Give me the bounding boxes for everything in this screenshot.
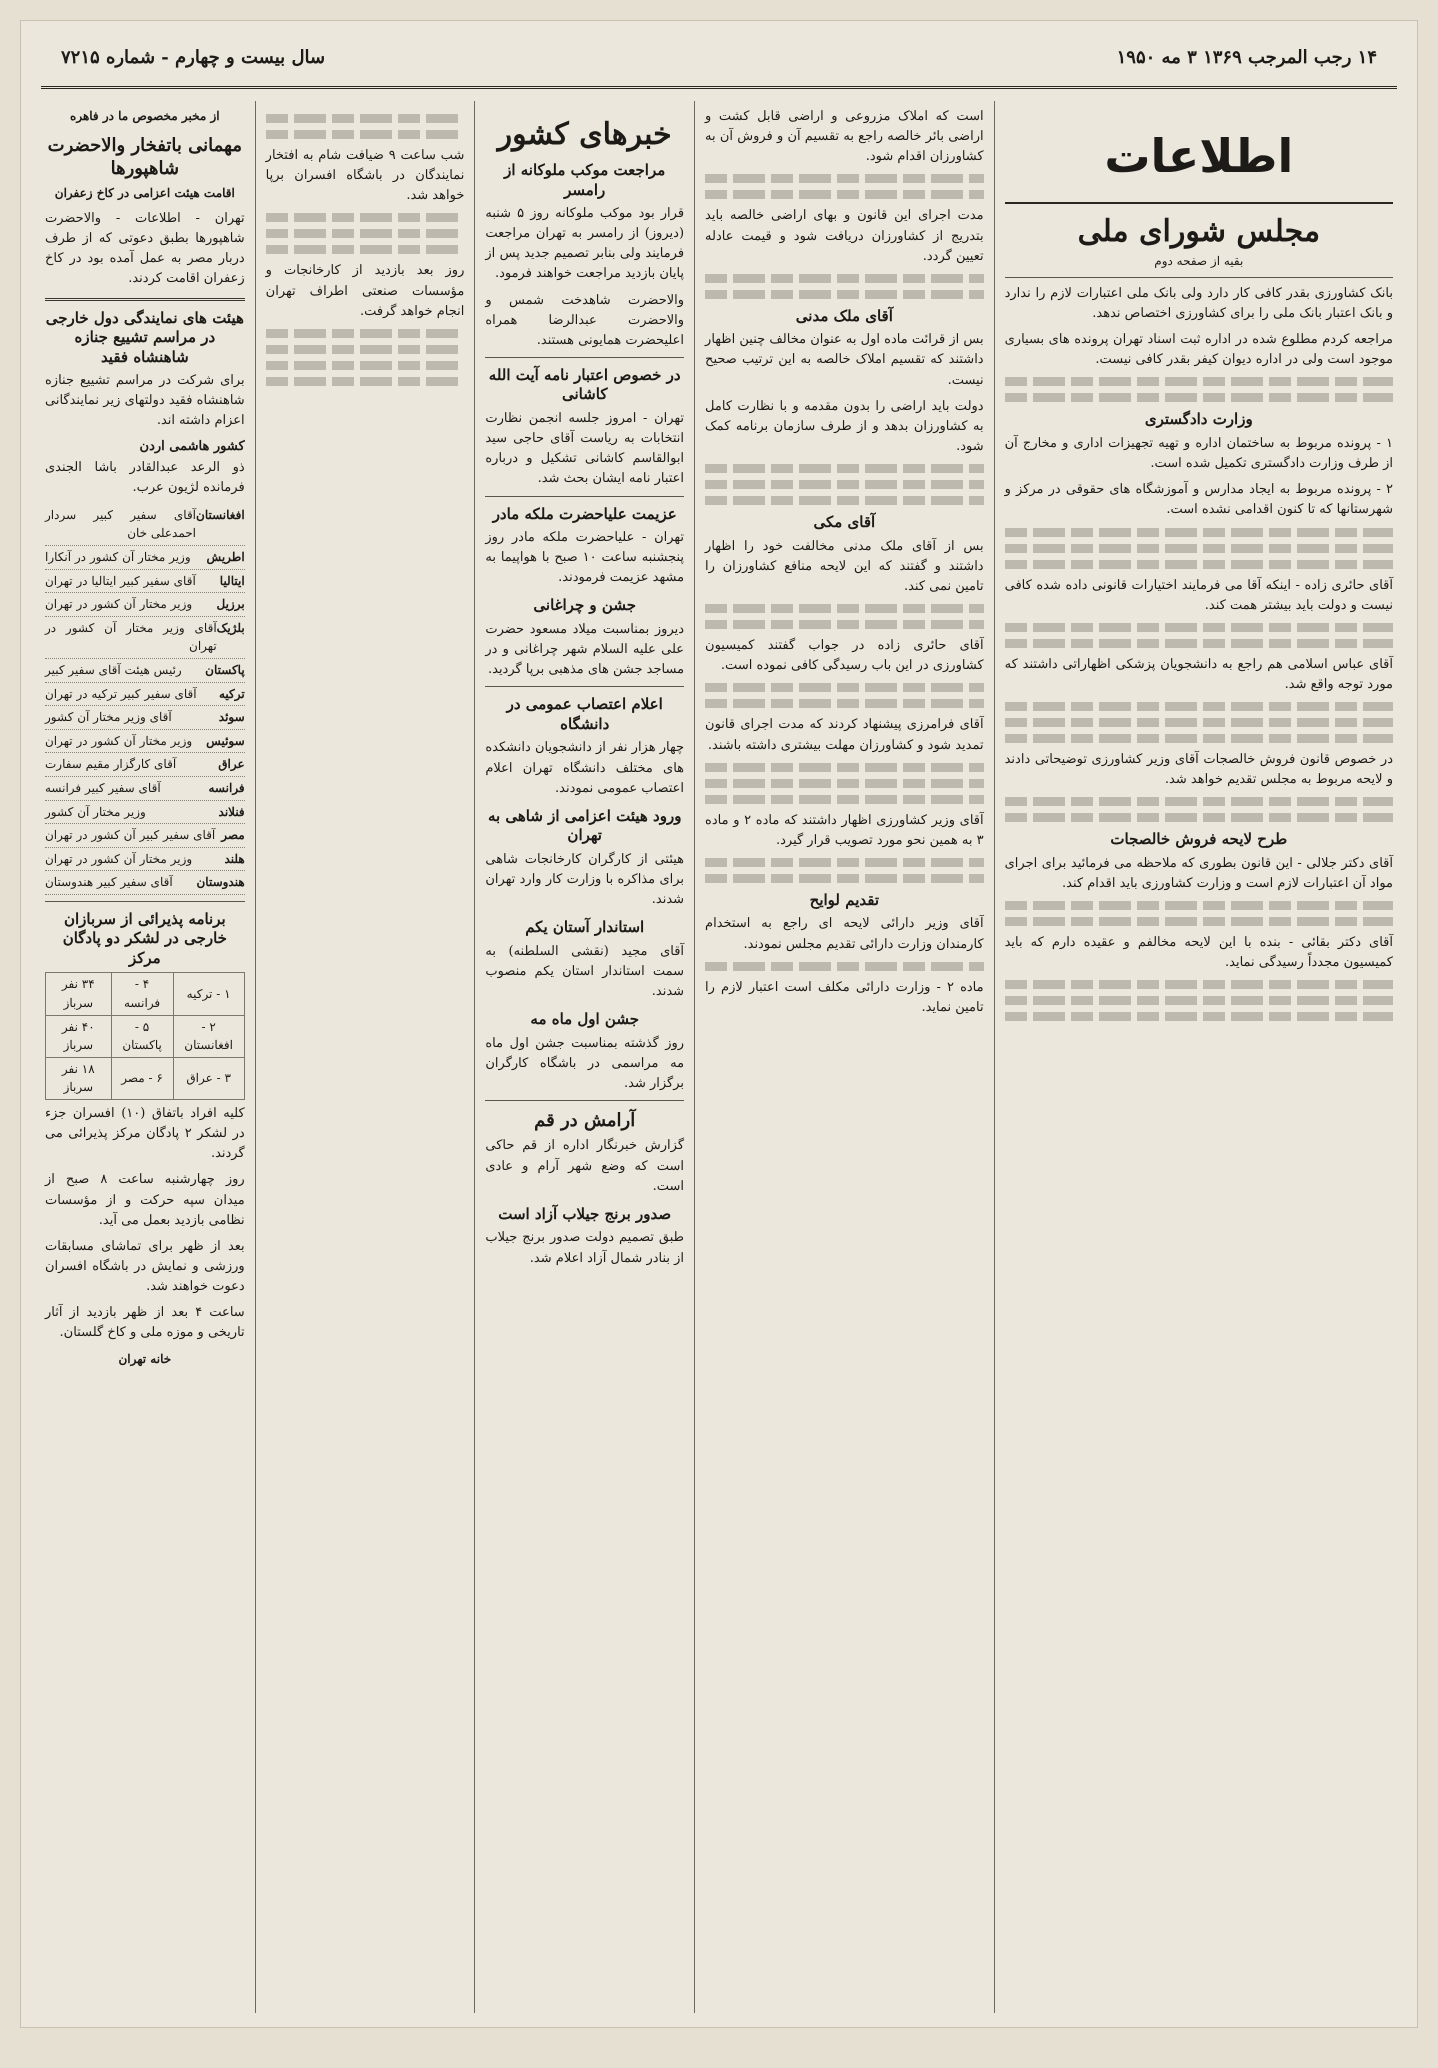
text-line bbox=[705, 683, 984, 692]
paragraph: است که املاک مزروعی و اراضی قابل کشت و اراضی بائر خالصه راجع به تقسیم آن و فروش آن به کشاورزان اقدام شود. bbox=[705, 109, 984, 165]
text-line bbox=[1005, 718, 1393, 727]
paragraph: مدت اجرای این قانون و بهای اراضی خالصه باید بتدریج از کشاورزان دریافت شود و قیمت عادله تعیین گردد. bbox=[705, 208, 984, 264]
paragraph: روز گذشته بمناسبت جشن اول ماه مه مراسمی در باشگاه کارگران برگزار شد. bbox=[485, 1035, 685, 1091]
text-line bbox=[1005, 639, 1393, 648]
divider bbox=[45, 298, 245, 301]
paragraph: تهران - اطلاعات - والاحضرت شاهپورها بطبق دعوتی که از طرف دربار مصر به عمل آمده بود در کاخ زعفران اقامت کردند. bbox=[44, 210, 245, 287]
country-news-title: خبرهای کشور bbox=[497, 117, 672, 152]
list-item: برزیل وزیر مختار آن کشور در تهران bbox=[45, 593, 245, 617]
paragraph: آقای وزیر کشاورزی اظهار داشتند که ماده ۲ و ماده ۳ به همین نحو مورد تصویب قرار گیرد. bbox=[705, 812, 984, 848]
text-line bbox=[1005, 623, 1393, 632]
paragraph: والاحضرت شاهدخت شمس و والاحضرت عبدالرضا همراه اعلیحضرت همایونی هستند. bbox=[485, 292, 685, 348]
text-line bbox=[705, 795, 984, 804]
text-line bbox=[705, 464, 984, 473]
parliament-subtitle: بقیه از صفحه دوم bbox=[1154, 254, 1244, 269]
text-line bbox=[1005, 813, 1393, 822]
text-line bbox=[705, 763, 984, 772]
paragraph: ۱ - پرونده مربوط به ساختمان اداره و تهیه تجهیزات اداری و مخارج آن از طرف وزارت دادگستری تکمیل شده است. bbox=[1004, 435, 1393, 472]
list-item: فنلاند وزیر مختار آن کشور bbox=[45, 801, 245, 825]
paragraph: مراجعه کردم مطلوع شده در اداره ثبت اسناد تهران پرونده های بسیاری موجود است ولی در اداره دیوان کیفر بقدر کافی نیست. bbox=[1004, 332, 1393, 368]
text-line bbox=[705, 274, 984, 283]
paragraph: طبق تصمیم دولت صدور برنج جیلاب از بنادر شمال آزاد اعلام شد. bbox=[485, 1230, 685, 1266]
divider bbox=[485, 357, 684, 358]
paragraph: ساعت ۴ بعد از ظهر بازدید از آثار تاریخی و موزه ملی و کاخ گلستان. bbox=[44, 1305, 245, 1341]
masthead-logo: اطلاعات bbox=[1005, 107, 1393, 204]
soldiers-table bbox=[45, 972, 245, 1100]
paragraph: تهران - امروز جلسه انجمن نظارت انتخابات به ریاست آقای حاجی سید ابوالقاسم کاشانی تشکیل و درباره اعتبار نامه ایشان بحث شد. bbox=[485, 410, 685, 487]
list-item: اطریش وزیر مختار آن کشور در آنکارا bbox=[45, 546, 245, 570]
text-line bbox=[266, 329, 465, 338]
section-heading: اعلام اعتصاب عمومی در دانشگاه bbox=[506, 695, 663, 733]
divider bbox=[1005, 277, 1393, 278]
paragraph: آقای عباس اسلامی هم راجع به دانشجویان پزشکی اظهاراتی داشتند که مورد توجه واقع شد. bbox=[1004, 656, 1393, 692]
text-line bbox=[705, 858, 984, 867]
paragraph: چهار هزار نفر از دانشجویان دانشکده های مختلف دانشگاه تهران اعلام اعتصاب عمومی نمودند. bbox=[485, 740, 685, 796]
section-heading: جشن اول ماه مه bbox=[530, 1010, 639, 1029]
section-heading: هیئت های نمایندگی دول خارجی در مراسم تشییع جنازه شاهنشاه فقید bbox=[45, 308, 244, 366]
paragraph: شب ساعت ۹ ضیافت شام به افتخار نمایندگان در باشگاه افسران برپا خواهد شد. bbox=[265, 148, 465, 204]
paragraph: آقای حائری زاده در جواب گفتند کمیسیون کشاورزی در این باب رسیدگی کافی نموده است. bbox=[705, 638, 984, 674]
section-heading: عزیمت علیاحضرت ملکه مادر bbox=[492, 504, 677, 523]
text-line bbox=[266, 345, 465, 354]
section-heading: صدور برنج جیلاب آزاد است bbox=[498, 1204, 672, 1223]
text-line bbox=[1005, 560, 1393, 569]
paragraph: آقای فرامرزی پیشنهاد کردند که مدت اجرای قانون تمدید شود و کشاورزان مهلت بیشتری داشته باشند. bbox=[705, 717, 984, 753]
text-line bbox=[266, 229, 465, 238]
paragraph: آقای وزیر دارائی لایحه ای راجع به استخدام کارمندان وزارت دارائی تقدیم مجلس نمودند. bbox=[705, 916, 984, 952]
section-heading: مراجعت موکب ملوکانه از رامسر bbox=[504, 161, 666, 199]
section-heading: آقای مکی bbox=[813, 513, 876, 532]
text-line bbox=[1005, 901, 1393, 910]
column-footer: خانه تهران bbox=[118, 1351, 172, 1366]
list-item: افغانستان آقای سفیر کبیر سردار احمدعلی خان bbox=[45, 504, 245, 546]
section-heading: ورود هیئت اعزامی از شاهی به تهران bbox=[487, 806, 682, 845]
text-line bbox=[266, 361, 465, 370]
section-heading: برنامه پذیرائی از سربازان خارجی در لشکر دو پادگان مرکز bbox=[62, 909, 227, 967]
paragraph: آقای دکتر بقائی - بنده با این لایحه مخالفم و عقیده دارم که باید کمیسیون مجدداً رسیدگی نماید. bbox=[1004, 935, 1393, 971]
newspaper-page bbox=[20, 20, 1418, 2028]
list-item: پاکستان رئیس هیئت آقای سفیر کبیر bbox=[45, 659, 245, 683]
list-item: هلند وزیر مختار آن کشور در تهران bbox=[45, 848, 245, 872]
paragraph: دولت باید اراضی را بدون مقدمه و با نظارت کامل به کشاورزان بدهد و از طرف سازمان برنامه کمک شود. bbox=[705, 398, 984, 455]
text-line bbox=[1005, 528, 1393, 537]
paragraph: دیروز بمناسبت میلاد مسعود حضرت علی علیه السلام شهر چراغانی و در مساجد جشن های مذهبی برپا گردید. bbox=[485, 621, 685, 678]
list-item: بلژیک آقای وزیر مختار آن کشور در تهران bbox=[45, 617, 245, 659]
country-heading: کشور هاشمی اردن bbox=[139, 439, 245, 455]
text-line bbox=[266, 213, 465, 222]
divider bbox=[45, 901, 245, 902]
text-line bbox=[1005, 1012, 1393, 1021]
paragraph: روز چهارشنبه ساعت ۸ صبح از میدان سپه حرکت و از مؤسسات نظامی بازدید بعمل می آید. bbox=[44, 1172, 245, 1228]
section-heading: جشن و چراغانی bbox=[533, 596, 636, 615]
text-line bbox=[705, 174, 984, 183]
header-volume: سال بیست و چهارم - شماره ۷۲۱۵ bbox=[61, 46, 326, 68]
text-line bbox=[705, 962, 984, 971]
paragraph: هیئتی از کارگران کارخانجات شاهی برای مذاکره با وزارت کار وارد تهران شدند. bbox=[485, 851, 685, 908]
section-heading: در خصوص اعتبار نامه آیت الله کاشانی bbox=[488, 365, 681, 404]
text-line bbox=[1005, 393, 1393, 402]
text-line bbox=[705, 604, 984, 613]
text-line bbox=[705, 620, 984, 629]
text-line bbox=[1005, 377, 1393, 386]
column-delegations bbox=[35, 101, 255, 2013]
text-line bbox=[1005, 797, 1393, 806]
section-heading: تقدیم لوایح bbox=[809, 890, 880, 909]
paragraph: کلیه افراد باتفاق (۱۰) افسران جزء در لشکر ۲ پادگان مرکز پذیرائی می گردند. bbox=[44, 1106, 245, 1162]
text-line bbox=[1005, 702, 1393, 711]
column-debate bbox=[694, 101, 994, 2013]
section-heading: آرامش در قم bbox=[534, 1110, 636, 1132]
list-item: هندوستان آقای سفیر کبیر هندوستان bbox=[45, 871, 245, 895]
list-item: ایتالیا آقای سفیر کبیر ایتالیا در تهران bbox=[45, 570, 245, 594]
paragraph: گزارش خبرنگار اداره از قم حاکی است که وضع شهر آرام و عادی است. bbox=[485, 1138, 685, 1194]
table-row: ۲ - افغانستان ۵ - پاکستان ۴۰ نفر سرباز bbox=[45, 1015, 244, 1057]
paragraph: بس از آقای ملک مدنی مخالفت خود را اظهار داشتند و گفتند که این لایحه منافع کشاورزان را تامین نمی کند. bbox=[705, 538, 984, 594]
divider bbox=[485, 686, 684, 687]
paragraph: قرار بود موکب ملوکانه روز ۵ شنبه (دیروز) از رامسر به تهران مراجعت فرمایند ولی بنابر تصمیم جدید پس از پایان بازدید مراجعت خواهند فرمود. bbox=[485, 206, 685, 282]
text-line bbox=[1005, 734, 1393, 743]
text-line bbox=[705, 496, 984, 505]
text-line bbox=[1005, 980, 1393, 989]
paragraph: ۲ - پرونده مربوط به ایجاد مدارس و آموزشگاه های حقوقی در مرکز و شهرستانها که تا کنون اقدامی نشده است. bbox=[1004, 482, 1393, 518]
paragraph: آقای دکتر جلالی - این قانون بطوری که ملاحظه می فرمائید برای اجرای مواد آن اعتبارات لازم است و وزارت کشاورزی باید اقدام کند. bbox=[1004, 855, 1393, 891]
text-line bbox=[1005, 544, 1393, 553]
text-line bbox=[266, 377, 465, 386]
column-country-news bbox=[474, 101, 694, 2013]
section-heading: استاندار آستان یکم bbox=[525, 918, 645, 937]
page-header bbox=[21, 21, 1417, 93]
paragraph: در خصوص قانون فروش خالصجات آقای وزیر کشاورزی توضیحاتی دادند و لایحه مربوط به مجلس تقدیم خواهد شد. bbox=[1004, 752, 1393, 788]
text-line bbox=[705, 480, 984, 489]
paragraph: بعد از ظهر برای تماشای مسابقات ورزشی و نمایش در باشگاه افسران دعوت خواهند شد. bbox=[44, 1238, 245, 1295]
text-line bbox=[705, 874, 984, 883]
text-line bbox=[266, 114, 465, 123]
text-line bbox=[705, 699, 984, 708]
list-item: سوئد آقای وزیر مختار آن کشور bbox=[45, 706, 245, 730]
text-line bbox=[705, 190, 984, 199]
list-item: ترکیه آقای سفیر کبیر ترکیه در تهران bbox=[45, 683, 245, 707]
divider bbox=[485, 496, 684, 497]
list-item: عراق آقای کارگزار مقیم سفارت bbox=[45, 753, 245, 777]
paragraph: برای شرکت در مراسم تشییع جنازه شاهنشاه فقید دولتهای زیر نمایندگانی اعزام داشته اند. bbox=[44, 373, 245, 429]
divider bbox=[485, 1100, 684, 1101]
parliament-title: مجلس شورای ملی bbox=[1077, 214, 1321, 250]
header-rule bbox=[41, 86, 1397, 89]
list-item: فرانسه آقای سفیر کبیر فرانسه bbox=[45, 777, 245, 801]
text-line bbox=[1005, 917, 1393, 926]
list-item: سوئیس وزیر مختار آن کشور در تهران bbox=[45, 730, 245, 754]
section-heading: طرح لایحه فروش خالصجات bbox=[1110, 830, 1288, 849]
paragraph: تهران - علیاحضرت ملکه مادر روز پنجشنبه ساعت ۱۰ صبح با هواپیما به مشهد عزیمت فرمودند. bbox=[485, 530, 685, 586]
column-parliament bbox=[994, 101, 1403, 2013]
paragraph: آقای حائری زاده - اینکه آقا می فرمایند اختیارات قانونی داده شده کافی نیست و دولت باید بیشتر همت کند. bbox=[1004, 577, 1393, 613]
paragraph: آقای مجید (نقشی السلطنه) به سمت استاندار استان یکم منصوب شدند. bbox=[485, 943, 685, 1000]
header-date: ۱۴ رجب المرجب ۱۳۶۹ ۳ مه ۱۹۵۰ bbox=[1116, 46, 1377, 68]
text-line bbox=[705, 290, 984, 299]
paragraph: روز بعد بازدید از کارخانجات و مؤسسات صنعتی اطراف تهران انجام خواهد گرفت. bbox=[265, 263, 465, 319]
paragraph: بانک کشاورزی بقدر کافی کار دارد ولی بانک ملی اعتبارات لازم را ندارد و بانک اعتبار بانک ملی را برای کشاورزی اختصاص ندهد. bbox=[1004, 285, 1393, 322]
table-row: ۳ - عراق ۶ - مصر ۱۸ نفر سرباز bbox=[45, 1057, 244, 1099]
paragraph: ذو الرعد عبدالقادر باشا الجندی فرمانده لژیون عرب. bbox=[44, 459, 245, 495]
text-line bbox=[266, 245, 465, 254]
text-line bbox=[705, 779, 984, 788]
text-line bbox=[1005, 996, 1393, 1005]
columns bbox=[35, 101, 1403, 2013]
table-row: ۱ - ترکیه ۴ - فرانسه ۳۴ نفر سرباز bbox=[45, 973, 244, 1015]
list-item: مصر آقای سفیر کبیر آن کشور در تهران bbox=[45, 824, 245, 848]
text-line bbox=[266, 130, 465, 139]
reception-subtitle: اقامت هیئت اعزامی در کاخ زعفران bbox=[54, 186, 235, 201]
paragraph: بس از قرائت ماده اول به عنوان مخالف چنین اظهار داشتند که تقسیم املاک خالصه به این ترتیب صحیح نیست. bbox=[705, 332, 984, 388]
section-heading: آقای ملک مدنی bbox=[795, 306, 893, 325]
column-continued bbox=[255, 101, 475, 2013]
kicker: از مخبر مخصوص ما در فاهره bbox=[70, 109, 220, 123]
section-heading: وزارت دادگستری bbox=[1144, 410, 1253, 429]
paragraph: ماده ۲ - وزارت دارائی مکلف است اعتبار لازم را تامین نماید. bbox=[705, 979, 984, 1015]
delegations-list bbox=[45, 504, 245, 895]
reception-title: مهمانی باتفخار والاحضرت شاهپورها bbox=[47, 134, 242, 179]
